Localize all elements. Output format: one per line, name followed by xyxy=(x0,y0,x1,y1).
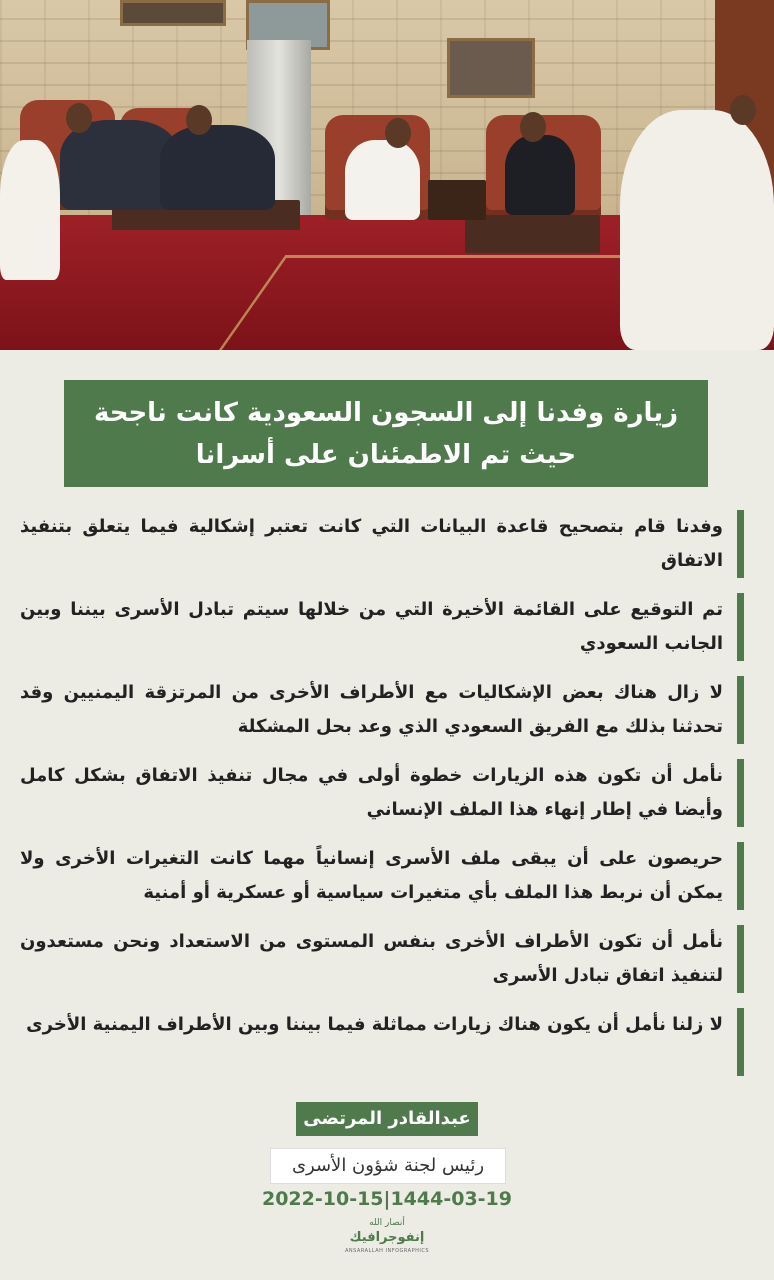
speaker-role: رئيس لجنة شؤون الأسرى xyxy=(270,1148,506,1184)
quote-text: حريصون على أن يبقى ملف الأسرى إنسانياً مهما كانت التغيرات الأخرى ولا يمكن أن نربط هذا الملف بأي متغيرات سياسية أو عسكرية أو أمنية xyxy=(20,848,723,903)
photo-person xyxy=(620,110,774,350)
meeting-photo xyxy=(0,0,774,350)
quote-item xyxy=(20,510,744,578)
photo-picture xyxy=(447,38,535,98)
photo-head xyxy=(385,118,411,148)
photo-frame xyxy=(120,0,226,26)
quote-item xyxy=(20,676,744,744)
quote-item xyxy=(20,842,744,910)
photo-person xyxy=(160,125,275,210)
photo-head xyxy=(520,112,546,142)
quote-item xyxy=(20,925,744,993)
photo-table xyxy=(465,215,600,253)
photo-side-table xyxy=(428,180,486,220)
headline-line-2: حيث تم الاطمئنان على أسرانا xyxy=(195,439,577,470)
photo-head xyxy=(730,95,756,125)
headline-line-1: زيارة وفدنا إلى السجون السعودية كانت ناجحة xyxy=(93,397,679,428)
speaker-name: عبدالقادر المرتضى xyxy=(296,1102,478,1136)
headline-box xyxy=(64,380,708,487)
photo-person xyxy=(505,135,575,215)
quote-text: نأمل أن تكون الأطراف الأخرى بنفس المستوى من الاستعداد ونحن مستعدون لتنفيذ اتفاق تبادل الأسرى xyxy=(20,931,723,986)
quote-text: وفدنا قام بتصحيح قاعدة البيانات التي كانت تعتبر إشكالية فيما يتعلق بتنفيذ الاتفاق xyxy=(20,516,723,571)
quote-text: نأمل أن تكون هذه الزيارات خطوة أولى في مجال تنفيذ الاتفاق بشكل كامل وأيضا في إطار إنهاء هذا الملف الإنساني xyxy=(20,765,723,820)
quote-item xyxy=(20,1008,744,1076)
logo-sub-text: ANSARALLAH INFOGRAPHICS xyxy=(344,1248,429,1254)
logo-main-text: إنفوجرافيك xyxy=(349,1230,425,1245)
quote-text: لا زلنا نأمل أن يكون هناك زيارات مماثلة فيما بيننا وبين الأطراف اليمنية الأخرى xyxy=(26,1014,723,1035)
brand-logo xyxy=(340,1218,434,1266)
quote-item xyxy=(20,593,744,661)
quote-text: لا زال هناك بعض الإشكاليات مع الأطراف الأخرى من المرتزقة اليمنيين وقد تحدثنا بذلك مع الفريق السعودي الذي وعد بحل المشكلة xyxy=(20,682,723,737)
date-label: 2022-10-15|1444-03-19 xyxy=(261,1188,512,1210)
quote-item xyxy=(20,759,744,827)
photo-head xyxy=(66,103,92,133)
quote-text: تم التوقيع على القائمة الأخيرة التي من خلالها سيتم تبادل الأسرى بيننا وبين الجانب السعودي xyxy=(20,599,723,654)
photo-person xyxy=(345,140,420,220)
logo-top-text: أنصار الله xyxy=(369,1218,405,1228)
photo-person xyxy=(0,140,60,280)
photo-head xyxy=(186,105,212,135)
